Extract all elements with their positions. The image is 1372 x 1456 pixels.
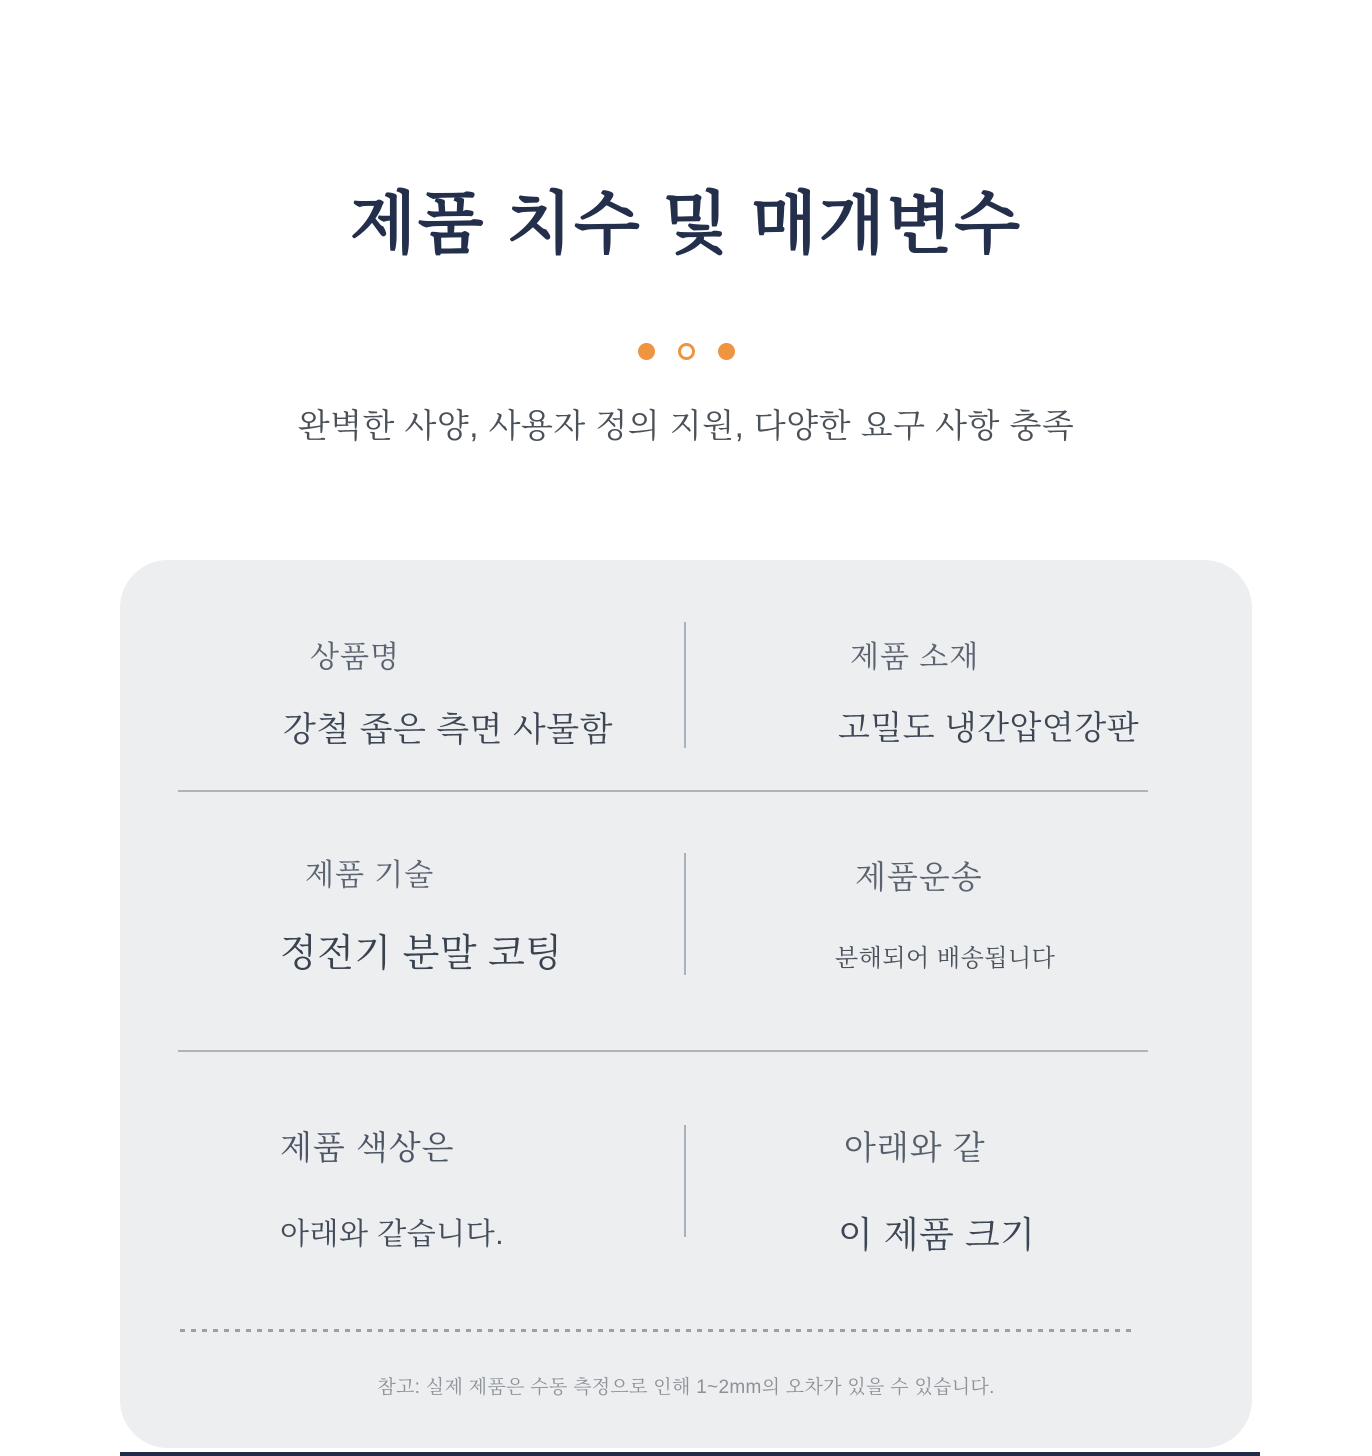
spec-value: 강철 좁은 측면 사물함 <box>283 711 613 749</box>
next-section-edge-bar <box>120 1452 1260 1456</box>
page-subtitle: 완벽한 사양, 사용자 정의 지원, 다양한 요구 사항 충족 <box>297 407 1075 444</box>
spec-cell-material <box>838 632 1139 749</box>
dashed-separator <box>180 1329 1132 1332</box>
dot-filled-left-icon <box>638 343 655 360</box>
vertical-divider-row2 <box>684 853 686 975</box>
dot-filled-right-icon <box>718 343 735 360</box>
spec-value: 이 제품 크기 <box>838 1214 1036 1255</box>
spec-value: 정전기 분말 코팅 <box>280 933 563 975</box>
spec-cell-size <box>838 1122 1035 1258</box>
spec-label: 아래와 같 <box>844 1129 986 1166</box>
spec-card <box>120 560 1252 1448</box>
horizontal-divider-2 <box>178 1050 1148 1052</box>
vertical-divider-row1 <box>684 622 686 748</box>
vertical-divider-row3 <box>684 1125 686 1237</box>
spec-value: 분해되어 배송됩니다 <box>835 945 1056 972</box>
page-title: 제품 치수 및 매개변수 <box>350 186 1022 262</box>
spec-label: 제품 색상은 <box>280 1129 455 1166</box>
note-text: 참고: 실제 제품은 수동 측정으로 인해 1~2mm의 오차가 있을 수 있습니다. <box>377 1377 995 1398</box>
spec-label: 제품운송 <box>855 859 983 895</box>
spec-cell-product-name <box>283 632 613 751</box>
horizontal-divider-1 <box>178 790 1148 792</box>
spec-cell-shipping <box>835 852 1055 973</box>
spec-cell-color <box>280 1122 504 1253</box>
spec-label: 제품 기술 <box>305 859 435 892</box>
decor-dots <box>0 343 1372 360</box>
spec-value: 고밀도 냉간압연강판 <box>838 709 1140 746</box>
spec-cell-technology <box>280 850 563 977</box>
spec-label: 상품명 <box>310 641 400 674</box>
dot-hollow-middle-icon <box>678 343 695 360</box>
spec-value: 아래와 같습니다. <box>280 1218 505 1251</box>
spec-label: 제품 소재 <box>850 641 980 674</box>
